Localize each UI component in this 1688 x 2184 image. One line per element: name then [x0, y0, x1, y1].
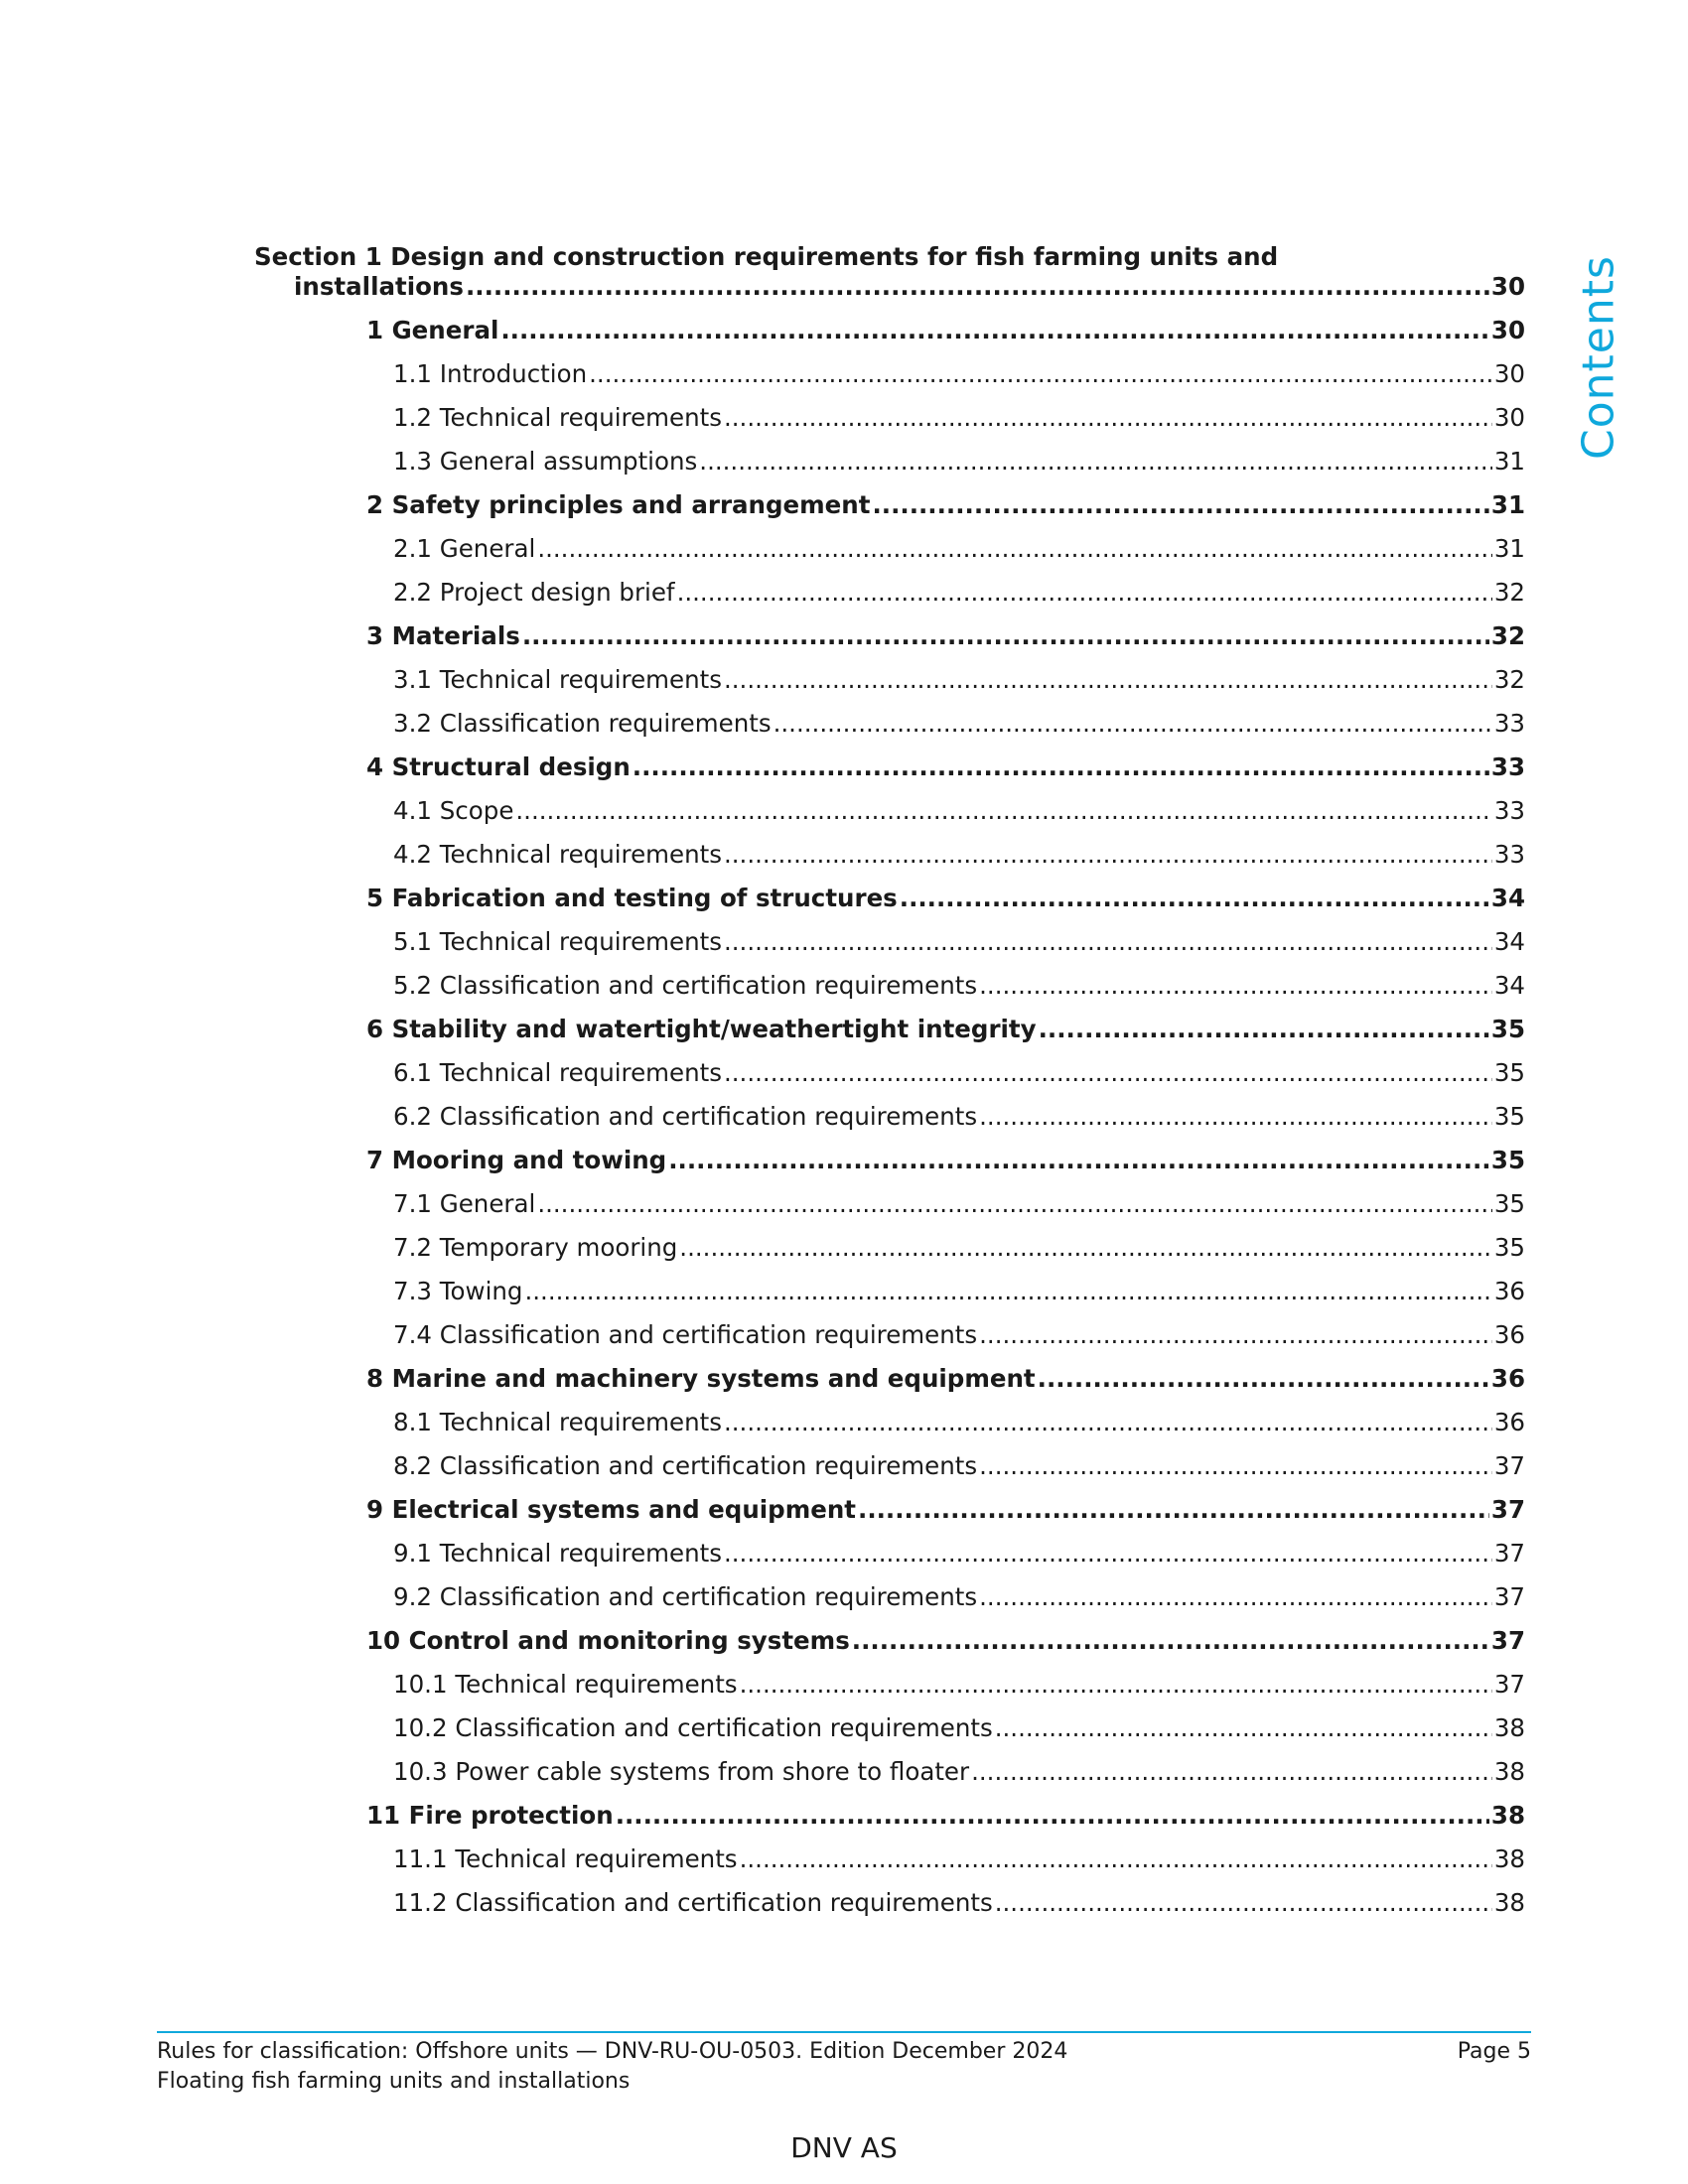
toc-entry-label: 5 Fabrication and testing of structures — [366, 884, 898, 912]
toc-entry-page: 38 — [1493, 1844, 1525, 1873]
toc-subsection-entry[interactable] — [254, 971, 1525, 1015]
toc-entry-page: 30 — [1490, 272, 1525, 301]
toc-entry-page: 31 — [1493, 447, 1525, 476]
footer-document-subtitle: Floating fish farming units and installations — [157, 2069, 631, 2094]
toc-chapter-entry[interactable] — [254, 1364, 1525, 1408]
toc-chapter-entry[interactable] — [254, 316, 1525, 359]
toc-entry-label: 8.2 Classification and certification requirements — [393, 1451, 978, 1480]
toc-entry-page: 37 — [1493, 1451, 1525, 1480]
footer-document-title: Rules for classification: Offshore units — DNV-RU-OU-0503. Edition December 2024 — [157, 2039, 1068, 2064]
toc-entry-label: 11.2 Classification and certification requirements — [393, 1888, 993, 1917]
toc-entry-label: 1 General — [366, 316, 499, 344]
toc-subsection-entry[interactable] — [254, 1539, 1525, 1582]
toc-subsection-entry[interactable] — [254, 403, 1525, 447]
toc-chapter-entry[interactable] — [254, 1801, 1525, 1844]
publisher-name: DNV AS — [790, 2131, 898, 2164]
toc-entry-page: 35 — [1493, 1058, 1525, 1087]
toc-entry-page: 30 — [1493, 359, 1525, 388]
toc-entry-label: 4 Structural design — [366, 752, 631, 781]
toc-entry-page: 37 — [1493, 1582, 1525, 1611]
toc-leader-dots — [724, 1058, 1492, 1087]
toc-subsection-entry[interactable] — [254, 359, 1525, 403]
toc-leader-dots — [515, 796, 1491, 825]
toc-leader-dots — [979, 1102, 1492, 1131]
toc-leader-dots — [979, 1582, 1492, 1611]
toc-subsection-entry[interactable] — [254, 1713, 1525, 1757]
toc-entry-page: 38 — [1493, 1757, 1525, 1786]
toc-entry-list — [254, 316, 1525, 1932]
toc-leader-dots — [740, 1844, 1492, 1873]
toc-subsection-entry[interactable] — [254, 534, 1525, 578]
toc-subsection-entry[interactable] — [254, 927, 1525, 971]
toc-leader-dots — [774, 709, 1492, 738]
toc-entry-label: 10 Control and monitoring systems — [366, 1626, 850, 1655]
toc-leader-dots — [858, 1495, 1489, 1524]
toc-leader-dots — [679, 1233, 1492, 1262]
toc-leader-dots — [872, 490, 1488, 519]
toc-entry-label: 2.2 Project design brief — [393, 578, 675, 607]
page-footer — [157, 2037, 1531, 2097]
toc-entry-page: 35 — [1490, 1015, 1525, 1043]
toc-leader-dots — [699, 447, 1492, 476]
toc-leader-dots — [995, 1713, 1492, 1742]
toc-subsection-entry[interactable] — [254, 1320, 1525, 1364]
toc-leader-dots — [1038, 1364, 1489, 1393]
toc-entry-label: 9 Electrical systems and equipment — [366, 1495, 857, 1524]
toc-chapter-entry[interactable] — [254, 1015, 1525, 1058]
toc-entry-label: 2.1 General — [393, 534, 536, 563]
toc-entry-label: 4.2 Technical requirements — [393, 840, 722, 869]
toc-entry-page: 38 — [1490, 1801, 1525, 1830]
toc-leader-dots — [466, 272, 1489, 301]
toc-entry-label: 10.1 Technical requirements — [393, 1670, 738, 1699]
toc-entry-label: 9.2 Classification and certification requirements — [393, 1582, 978, 1611]
toc-leader-dots — [900, 884, 1489, 912]
toc-entry-label: 7.2 Temporary mooring — [393, 1233, 678, 1262]
toc-entry-label: 6.2 Classification and certification requirements — [393, 1102, 978, 1131]
toc-leader-dots — [524, 1277, 1491, 1305]
toc-subsection-entry[interactable] — [254, 1233, 1525, 1277]
toc-entry-page: 35 — [1493, 1102, 1525, 1131]
toc-entry-page: 37 — [1493, 1670, 1525, 1699]
toc-subsection-entry[interactable] — [254, 1277, 1525, 1320]
toc-leader-dots — [537, 534, 1492, 563]
toc-subsection-entry[interactable] — [254, 709, 1525, 752]
toc-subsection-entry[interactable] — [254, 1451, 1525, 1495]
toc-entry-page: 37 — [1490, 1495, 1525, 1524]
toc-chapter-entry[interactable] — [254, 621, 1525, 665]
toc-entry-label: 3.1 Technical requirements — [393, 665, 722, 694]
toc-subsection-entry[interactable] — [254, 578, 1525, 621]
toc-leader-dots — [852, 1626, 1489, 1655]
toc-entry-label: 3.2 Classification requirements — [393, 709, 772, 738]
toc-entry-label: 8.1 Technical requirements — [393, 1408, 722, 1436]
toc-leader-dots — [979, 1320, 1492, 1349]
toc-leader-dots — [724, 403, 1492, 432]
toc-entry-page: 31 — [1493, 534, 1525, 563]
toc-leader-dots — [995, 1888, 1492, 1917]
toc-leader-dots — [522, 621, 1489, 650]
toc-entry-page: 33 — [1493, 796, 1525, 825]
toc-entry-label: 9.1 Technical requirements — [393, 1539, 722, 1568]
toc-leader-dots — [1039, 1015, 1489, 1043]
toc-subsection-entry[interactable] — [254, 1582, 1525, 1626]
toc-entry-label: 7.3 Towing — [393, 1277, 523, 1305]
toc-entry-page: 31 — [1490, 490, 1525, 519]
toc-entry-page: 36 — [1493, 1408, 1525, 1436]
toc-entry-label: 7 Mooring and towing — [366, 1146, 667, 1174]
toc-leader-dots — [724, 1539, 1492, 1568]
toc-leader-dots — [633, 752, 1489, 781]
toc-chapter-entry[interactable] — [254, 1495, 1525, 1539]
toc-entry-page: 38 — [1493, 1713, 1525, 1742]
toc-entry-page: 35 — [1490, 1146, 1525, 1174]
toc-leader-dots — [589, 359, 1492, 388]
toc-subsection-entry[interactable] — [254, 1189, 1525, 1233]
toc-entry-label: installations — [294, 272, 464, 301]
toc-subsection-entry[interactable] — [254, 1757, 1525, 1801]
toc-entry-page: 37 — [1490, 1626, 1525, 1655]
toc-entry-label: 3 Materials — [366, 621, 520, 650]
toc-chapter-entry[interactable] — [254, 884, 1525, 927]
toc-entry-page: 32 — [1493, 665, 1525, 694]
toc-entry-page: 34 — [1490, 884, 1525, 912]
toc-section-title[interactable]: Section 1 Design and construction requirements for fish farming units and — [254, 242, 1279, 271]
toc-entry-label: 2 Safety principles and arrangement — [366, 490, 871, 519]
toc-entry-label: 4.1 Scope — [393, 796, 514, 825]
toc-entry-page: 32 — [1490, 621, 1525, 650]
toc-entry-page: 36 — [1493, 1277, 1525, 1305]
toc-leader-dots — [971, 1757, 1492, 1786]
toc-entry-label: 7.4 Classification and certification requirements — [393, 1320, 978, 1349]
toc-subsection-entry[interactable] — [254, 840, 1525, 884]
toc-leader-dots — [537, 1189, 1492, 1218]
toc-entry-label: 11.1 Technical requirements — [393, 1844, 738, 1873]
toc-entry-page: 34 — [1493, 971, 1525, 1000]
toc-subsection-entry[interactable] — [254, 1888, 1525, 1932]
toc-chapter-entry[interactable] — [254, 752, 1525, 796]
toc-leader-dots — [979, 971, 1492, 1000]
toc-entry-label: 10.3 Power cable systems from shore to floater — [393, 1757, 970, 1786]
footer-page-number: Page 5 — [1457, 2039, 1531, 2064]
toc-leader-dots — [724, 665, 1492, 694]
toc-leader-dots — [740, 1670, 1492, 1699]
toc-entry-page: 30 — [1490, 316, 1525, 344]
table-of-contents — [254, 242, 1525, 1932]
toc-leader-dots — [724, 1408, 1492, 1436]
toc-entry-page: 36 — [1490, 1364, 1525, 1393]
toc-entry-page: 33 — [1493, 840, 1525, 869]
toc-entry-label: 1.3 General assumptions — [393, 447, 698, 476]
toc-entry-page: 35 — [1493, 1189, 1525, 1218]
contents-side-label: Contents — [1573, 255, 1624, 460]
toc-leader-dots — [616, 1801, 1489, 1830]
toc-entry-label: 1.1 Introduction — [393, 359, 588, 388]
toc-entry-page: 35 — [1493, 1233, 1525, 1262]
toc-leader-dots — [979, 1451, 1492, 1480]
toc-subsection-entry[interactable] — [254, 1670, 1525, 1713]
toc-entry-label: 6.1 Technical requirements — [393, 1058, 722, 1087]
toc-section-entry[interactable] — [254, 272, 1525, 316]
toc-chapter-entry[interactable] — [254, 490, 1525, 534]
toc-entry-page: 34 — [1493, 927, 1525, 956]
toc-entry-label: 8 Marine and machinery systems and equipment — [366, 1364, 1036, 1393]
toc-subsection-entry[interactable] — [254, 1102, 1525, 1146]
toc-entry-label: 10.2 Classification and certification requirements — [393, 1713, 993, 1742]
toc-subsection-entry[interactable] — [254, 1058, 1525, 1102]
toc-entry-label: 5.2 Classification and certification requirements — [393, 971, 978, 1000]
toc-entry-label: 11 Fire protection — [366, 1801, 614, 1830]
toc-entry-label: 6 Stability and watertight/weathertight integrity — [366, 1015, 1037, 1043]
toc-entry-page: 36 — [1493, 1320, 1525, 1349]
toc-subsection-entry[interactable] — [254, 1844, 1525, 1888]
toc-chapter-entry[interactable] — [254, 1146, 1525, 1189]
toc-entry-page: 37 — [1493, 1539, 1525, 1568]
toc-chapter-entry[interactable] — [254, 1626, 1525, 1670]
toc-subsection-entry[interactable] — [254, 665, 1525, 709]
toc-entry-page: 30 — [1493, 403, 1525, 432]
toc-entry-page: 33 — [1490, 752, 1525, 781]
toc-entry-label: 5.1 Technical requirements — [393, 927, 722, 956]
toc-leader-dots — [724, 927, 1492, 956]
toc-entry-page: 38 — [1493, 1888, 1525, 1917]
toc-leader-dots — [500, 316, 1489, 344]
toc-entry-label: 1.2 Technical requirements — [393, 403, 722, 432]
toc-subsection-entry[interactable] — [254, 447, 1525, 490]
footer-divider — [157, 2031, 1531, 2033]
toc-subsection-entry[interactable] — [254, 1408, 1525, 1451]
toc-leader-dots — [724, 840, 1492, 869]
toc-leader-dots — [668, 1146, 1489, 1174]
toc-entry-label: 7.1 General — [393, 1189, 536, 1218]
toc-entry-page: 33 — [1493, 709, 1525, 738]
toc-subsection-entry[interactable] — [254, 796, 1525, 840]
toc-entry-page: 32 — [1493, 578, 1525, 607]
toc-leader-dots — [677, 578, 1492, 607]
